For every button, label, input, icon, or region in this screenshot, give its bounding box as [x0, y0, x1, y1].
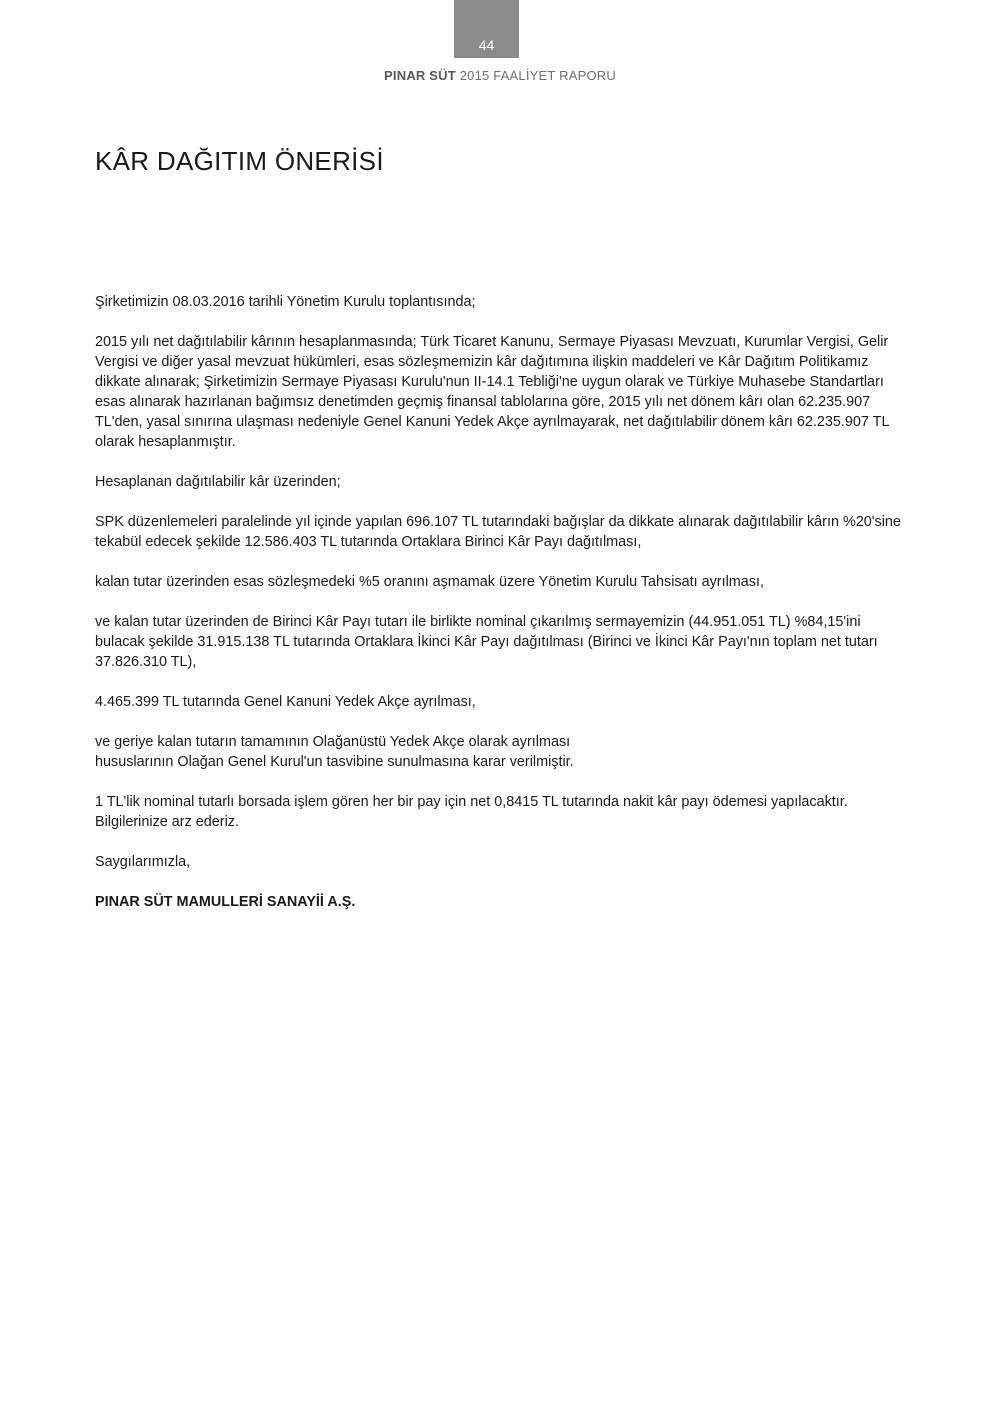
page-number: 44 [478, 37, 495, 53]
header-report-title: 2015 FAALİYET RAPORU [455, 68, 616, 83]
paragraph-legal-reserve: 4.465.399 TL tutarında Genel Kanuni Yedek Akçe ayrılması, [95, 694, 476, 710]
paragraph-closing [95, 792, 907, 832]
page-number-tab [454, 0, 519, 58]
extraordinary-reserve-line: ve geriye kalan tutarın tamamının Olağanüstü Yedek Akçe olarak ayrılması [95, 734, 571, 750]
paragraph-first-dividend: SPK düzenlemeleri paralelinde yıl içinde yapılan 696.107 TL tutarındaki bağışlar da dikkate alınarak dağıtılabilir kârın %20'sine tekabül edecek şekilde 12.586.403 TL tutarında Ortaklara Birinci Kâr Payı dağıtılması, [95, 514, 901, 550]
paragraph-second-dividend: ve kalan tutar üzerinden de Birinci Kâr Payı tutarı ile birlikte nominal çıkarılmış sermayemizin (44.951.051 TL) %84,15'ini bulacak şekilde 31.915.138 TL tutarında Ortaklara İkinci Kâr Payı dağıtılması (Birinci ve İkinci Kâr Payı'nın toplam net tutarı 37.826.310 TL), [95, 614, 878, 670]
salutation: Saygılarımızla, [95, 854, 191, 870]
general-assembly-line: hususlarının Olağan Genel Kurul'un tasvibine sunulmasına karar verilmiştir. [95, 754, 574, 770]
paragraph-board-allocation: kalan tutar üzerinden esas sözleşmedeki %5 oranını aşmamak üzere Yönetim Kurulu Tahsisatı ayrılması, [95, 574, 764, 590]
paragraph-intro: Şirketimizin 08.03.2016 tarihli Yönetim Kurulu toplantısında; [95, 294, 476, 310]
paragraph-distributable: Hesaplanan dağıtılabilir kâr üzerinden; [95, 474, 341, 490]
running-header [0, 68, 1000, 83]
signature: PINAR SÜT MAMULLERİ SANAYİİ A.Ş. [95, 894, 356, 910]
paragraph-calculation: 2015 yılı net dağıtılabilir kârının hesaplanmasında; Türk Ticaret Kanunu, Sermaye Piyasası Mevzuatı, Kurumlar Vergisi, Gelir Vergisi ve diğer yasal mevzuat hükümleri, esas sözleşmemizin kâr dağıtımına ilişkin maddeleri ve Kâr Dağıtım Politikamız dikkate alınarak; Şirketimizin Sermaye Piyasası Kurulu'nun II-14.1 Tebliği'ne uygun olarak ve Türkiye Muhasebe Standartları esas alınarak hazırlanan bağımsız denetimden geçmiş finansal tablolarına göre, 2015 yılı net dönem kârı olan 62.235.907 TL'den, yasal sınırına ulaşması nedeniyle Genel Kanuni Yedek Akçe ayrılmayarak, net dağıtılabilir dönem kârı 62.235.907 TL olarak hesaplanmıştır. [95, 334, 889, 450]
page-title: KÂR DAĞITIM ÖNERİSİ [95, 146, 384, 176]
dividend-per-share-line: 1 TL'lik nominal tutarlı borsada işlem gören her bir pay için net 0,8415 TL tutarında nakit kâr payı ödemesi yapılacaktır. [95, 794, 848, 810]
paragraph-extraordinary-reserve [95, 732, 907, 772]
header-brand: PINAR SÜT [384, 68, 456, 83]
regards-line: Bilgilerinize arz ederiz. [95, 814, 239, 830]
document-body [95, 292, 907, 932]
